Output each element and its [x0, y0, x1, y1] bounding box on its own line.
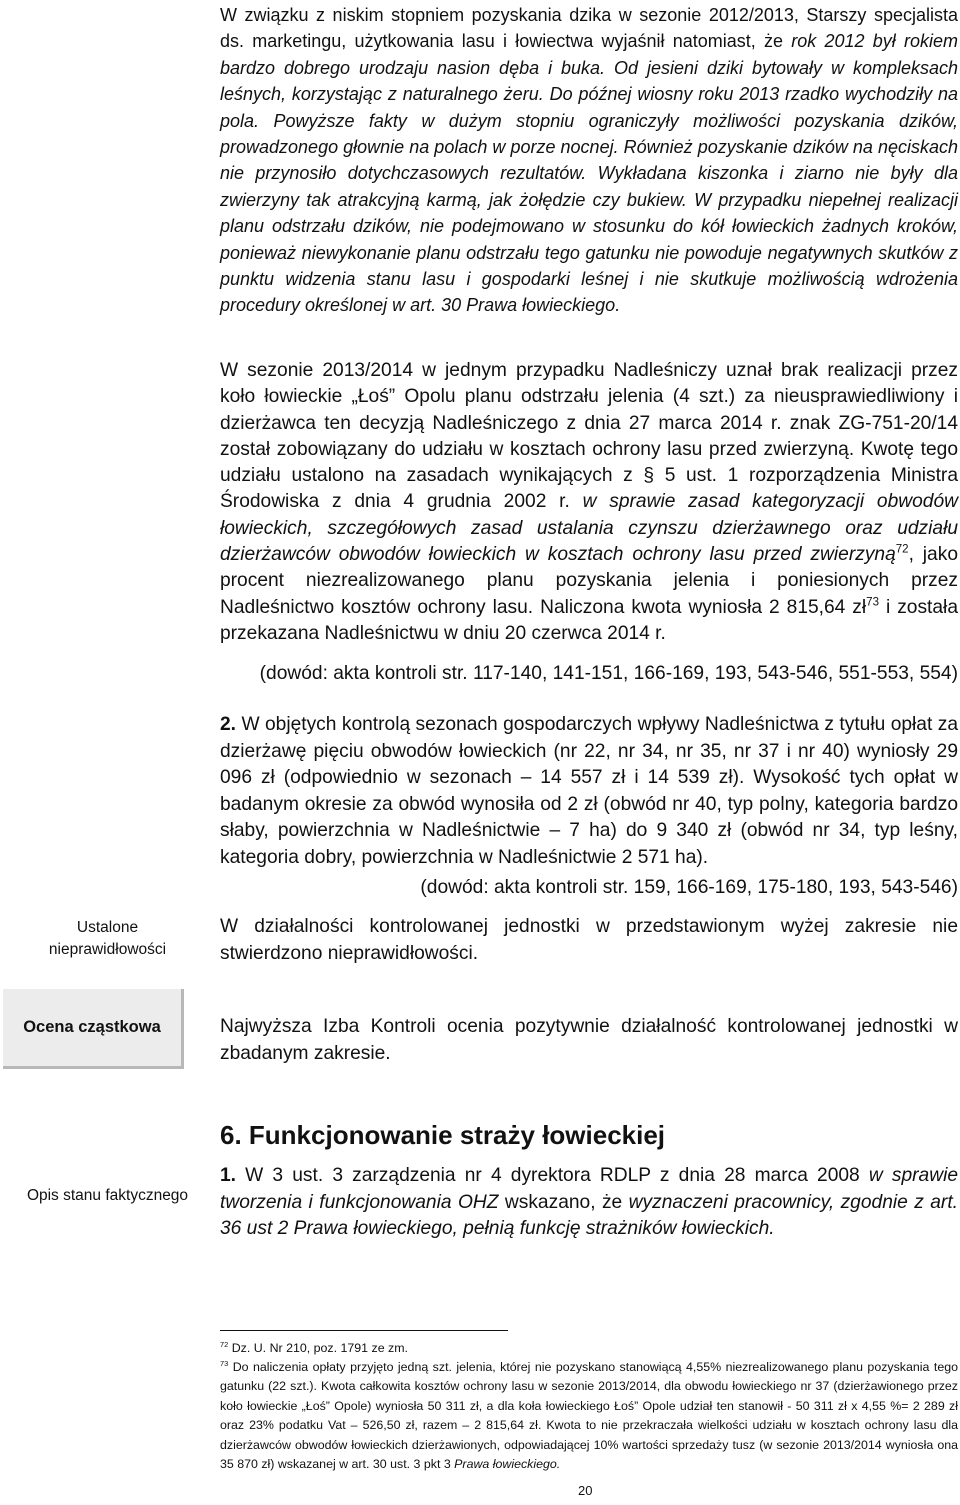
paragraph-lease-fees [220, 712, 958, 871]
side-label-assessment: Ocena cząstkowa [3, 989, 184, 1069]
page-number: 20 [578, 1483, 593, 1498]
paragraph-text: , jako procent niezrealizowanego planu pozyskania jelenia i poniesionych przez Nadleśnictwo kosztów ochrony lasu. Naliczona kwota wyniosła 2 815,64 zł [220, 544, 958, 618]
paragraph-text: W 3 ust. 3 zarządzenia nr 4 dyrektora RDLP z dnia 28 marca 2008 [236, 1165, 869, 1186]
footnote-number: 73 [220, 1358, 229, 1368]
item-number: 2. [220, 714, 237, 735]
assessment-text: Najwyższa Izba Kontroli ocenia pozytywnie działalność kontrolowanej jednostki w zbadanym zakresie. [220, 1016, 958, 1064]
paragraph-game-guard [220, 1163, 958, 1243]
paragraph-text: i została przekazana Nadleśnictwu w dniu 20 czerwca 2014 r. [220, 596, 958, 644]
side-label-irregularities: Ustalone nieprawidłowości [48, 919, 167, 958]
paragraph-text: wyznaczeni pracownicy, zgodnie z art. 36 ust 2 Prawa łowieckiego, pełnią funkcję strażników łowieckich. [220, 1191, 958, 1239]
paragraph-text: W związku z niskim stopniem pozyskania dzika w sezonie 2012/2013, Starszy specjalista ds. marketingu, użytkowania lasu i łowiectwa wyjaśnił natomiast, że [220, 5, 958, 52]
footnote-number: 72 [220, 1339, 229, 1349]
footnote-text: Prawa łowieckiego. [454, 1457, 561, 1472]
footnote-ref-72[interactable]: 72 [895, 543, 909, 556]
item-number: 1. [220, 1165, 237, 1186]
evidence-line: (dowód: akta kontroli str. 117-140, 141-151, 166-169, 193, 543-546, 551-553, 554) [259, 663, 958, 684]
footnote-72 [220, 1339, 958, 1358]
paragraph-text: rok 2012 był rokiem bardzo dobrego urodzaju nasion dęba i buka. Od jesieni dziki bytowały w kompleksach leśnych, korzystając z naturalnego żeru. Do późnej wiosny roku 2013 rzadko wychodziły na pola. Powyższe fakty w dużym stopniu ograniczyły możliwości pozyskania dzików, prowadzonego głownie na polach w porze nocnej. Również pozyskanie dzików na nęciskach nie przynosiło dotychczasowych rezultatów. Wykładana kiszonka i ziarno nie były dla zwierzyny tak atrakcyjną karmą, jak żołędzie czy bukiew. W przypadku niepełnej realizacji planu odstrzału dzików, nie podejmowano w stosunku do kół łowieckich żadnych kroków, ponieważ niewykonanie planu odstrzału tego gatunku nie powoduje negatywnych skutków z punktu widzenia stanu lasu i gospodarki leśnej i nie skutkuje możliwością wdrożenia procedury określonej w art. 30 Prawa łowieckiego. [220, 31, 958, 316]
paragraph-text: wskazano, że [498, 1191, 629, 1213]
footnote-separator [220, 1330, 508, 1331]
regulation-title: w sprawie zasad kategoryzacji obwodów łowieckich, szczegółowych zasad ustalania czynszu dzierżawnego oraz udziału dzierżawców obwodów łowieckich w kosztach ochrony lasu przed zwierzyną [220, 491, 958, 566]
footnote-text: Dz. U. Nr 210, poz. 1791 ze zm. [228, 1341, 409, 1355]
footnote-text: Do naliczenia opłaty przyjęto jedną szt. jelenia, której nie pozyskano stanowiącą 4,55% niezrealizowanego planu pozyskania tego gatunku (22 szt.). Kwota całkowita kosztów ochrony lasu w sezonie 2013/2014, dla obwodu łowieckiego nr 37 (dzierżawionego przez koło łowieckie „Łoś” Opole) wyniosła 50 311 zł, a dla koła łowieckiego Łoś” Opole udział ten stanowił - 50 311 zł x 4,55 %= 2 289 zł oraz 23% podatku Vat – 526,50 zł, razem – 2 815,64 zł. Kwota to nie przekraczała wielkości udziału w kosztach ochrony lasu dla dzierżawców obwodów łowieckich dzierżawionych, odpowiadającej 10% wartości sprzedaży tusz (w sezonie 2013/2014 wyniosła ona 35 870 zł) wskazanej w art. 30 ust. 3 pkt 3 [220, 1360, 958, 1472]
side-label-facts: Opis stanu faktycznego [26, 1187, 189, 1204]
paragraph-text: W sezonie 2013/2014 w jednym przypadku Nadleśniczy uznał brak realizacji przez koło łowieckie „Łoś” Opolu planu odstrzału jelenia (4 szt.) za nieusprawiedliwiony i dzierżawca ten decyzją Nadleśniczego z dnia 27 marca 2014 r. znak ZG-751-20/14 został zobowiązany do udziału w kosztach ochrony lasu przed zwierzyną. Kwotę tego udziału ustalono na zasadach wynikających z § 5 ust. 1 rozporządzenia Ministra Środowiska z dnia 4 grudnia 2002 r. [220, 360, 958, 513]
evidence-line: (dowód: akta kontroli str. 159, 166-169, 175-180, 193, 543-546) [420, 877, 958, 898]
footnote-73 [220, 1358, 958, 1474]
paragraph-deer-case [220, 358, 958, 647]
footnote-ref-73[interactable]: 73 [866, 596, 879, 609]
irregularities-text: W działalności kontrolowanej jednostki w przedstawionym wyżej zakresie nie stwierdzono nieprawidłowości. [220, 916, 958, 964]
regulation-title: w sprawie tworzenia i funkcjonowania OHZ [220, 1165, 958, 1213]
paragraph-wild-boar [220, 2, 958, 319]
section-heading: 6. Funkcjonowanie straży łowieckiej [220, 1120, 666, 1150]
paragraph-text: W objętych kontrolą sezonach gospodarczych wpływy Nadleśnictwa z tytułu opłat za dzierżawę pięciu obwodów łowieckich (nr 22, nr 34, nr 35, nr 37 i nr 40) wyniosły 29 096 zł (odpowiednio w sezonach – 14 557 zł i 14 539 zł). Wysokość tych opłat w badanym okresie za obwód wynosiła od 2 zł (obwód nr 40, typ polny, kategoria bardzo słaby, powierzchnia w Nadleśnictwie – 7 ha) do 9 340 zł (obwód nr 34, typ leśny, kategoria dobry, powierzchnia w Nadleśnictwie 2 571 ha). [220, 714, 958, 868]
